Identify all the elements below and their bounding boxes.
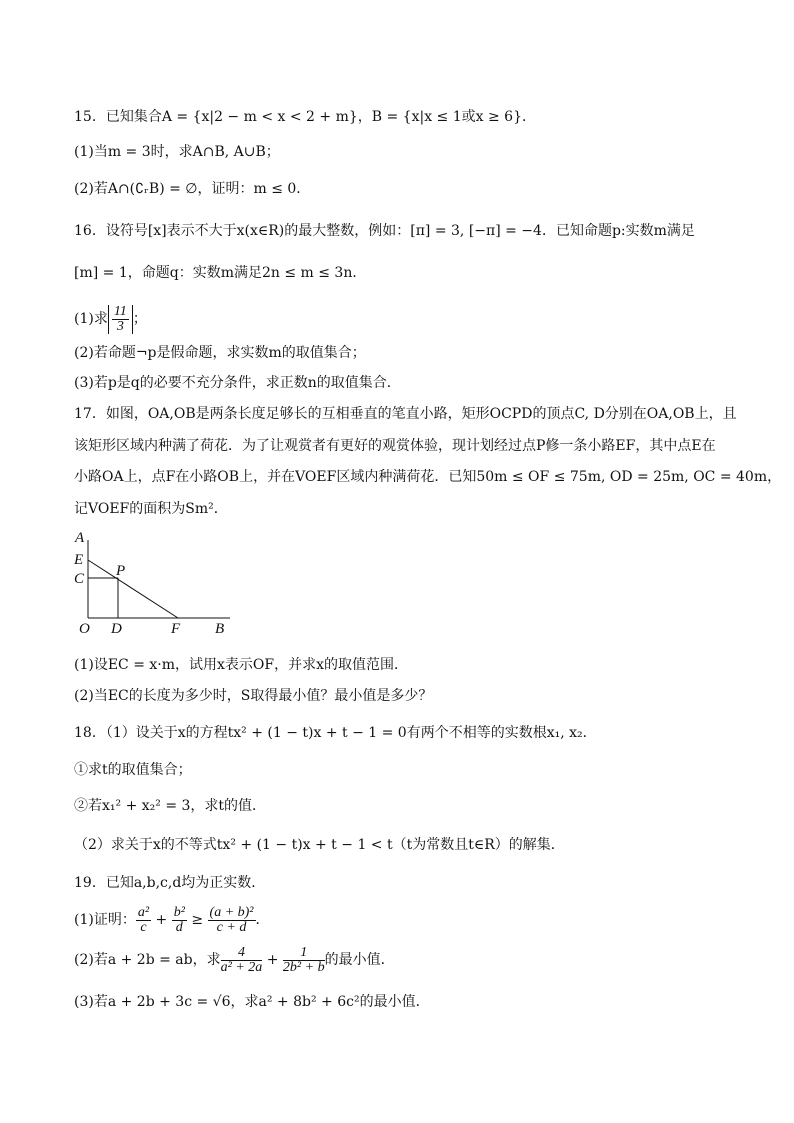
q16-part1-suffix: ； xyxy=(132,311,147,327)
q15-part1: (1)当m = 3时，求A∩B, A∪B； xyxy=(74,144,280,160)
label-p: P xyxy=(116,563,126,579)
fraction-denominator: 2b² + b xyxy=(282,959,325,975)
plus-sign: + xyxy=(262,952,283,968)
label-a: A xyxy=(75,530,85,546)
line-ef xyxy=(88,560,178,618)
q16-part1-prefix: (1)求 xyxy=(74,311,108,327)
q17-figure xyxy=(70,530,240,640)
q16-stem-line1: 16．设符号[x]表示不大于x(x∈R)的最大整数，例如：[π] = 3, [−π] = −4．已知命题p:实数m满足 xyxy=(74,223,695,239)
q18-sub2: ②若x₁² + x₂² = 3，求t的值． xyxy=(74,798,267,814)
q17-line4: 记VOEF的面积为Sm²． xyxy=(74,501,228,517)
fraction-4 xyxy=(221,946,263,975)
fraction-numerator: 11 xyxy=(113,303,127,319)
fraction-numerator: (a + b)² xyxy=(209,904,254,920)
q19-part2 xyxy=(74,942,734,978)
plus-sign: + xyxy=(151,912,172,928)
fraction-numerator: 1 xyxy=(283,946,325,961)
label-o: O xyxy=(79,621,90,637)
q15-stem: 15．已知集合A = {x|2 − m < x < 2 + m}，B = {x|x ≤ 1或x ≥ 6}． xyxy=(74,109,536,125)
q19-stem: 19．已知a,b,c,d均为正实数． xyxy=(74,875,266,891)
fraction-denominator: c xyxy=(140,919,147,935)
q17-line3: 小路OA上，点F在小路OB上，并在VOEF区域内种满荷花．已知50m ≤ OF ≤ 75m, OD = 25m, OC = 40m， xyxy=(74,469,782,485)
fraction-denominator: 3 xyxy=(116,318,124,334)
fraction-numerator: 4 xyxy=(221,946,263,961)
fraction-ab2-cd xyxy=(208,906,256,935)
q17-line2: 该矩形区域内种满了荷花．为了让观赏者有更好的观赏体验，现计划经过点P修一条小路EF，其中点E在 xyxy=(74,438,716,454)
fraction-numerator: b² xyxy=(173,904,185,920)
fraction-11-3 xyxy=(112,305,129,334)
label-f: F xyxy=(171,621,181,637)
fraction-denominator: c + d xyxy=(216,919,247,935)
q19-part3: (3)若a + 2b + 3c = √6，求a² + 8b² + 6c²的最小值． xyxy=(74,994,430,1010)
fraction-b2-d xyxy=(172,906,187,935)
fraction-numerator: a² xyxy=(137,904,150,920)
q19-part1-suffix: ． xyxy=(255,912,270,928)
q18-stem: 18．（1）设关于x的方程tx² + (1 − t)x + t − 1 = 0有两个不相等的实数根x₁, x₂． xyxy=(74,725,597,741)
label-c: C xyxy=(74,571,85,587)
q16-part1 xyxy=(74,302,734,336)
fraction-a2-c xyxy=(136,906,151,935)
label-e: E xyxy=(74,552,84,568)
q17-line1: 17．如图，OA,OB是两条长度足够长的互相垂直的笔直小路，矩形OCPD的顶点C, D分别在OA,OB上，且 xyxy=(74,406,737,422)
q19-part1 xyxy=(74,902,734,938)
q19-part1-prefix: (1)证明： xyxy=(74,912,136,928)
q19-part2-suffix: 的最小值． xyxy=(324,952,395,968)
fraction-denominator: d xyxy=(175,919,183,935)
label-b: B xyxy=(215,621,225,637)
q17-part2: (2)当EC的长度为多少时，S取得最小值？最小值是多少？ xyxy=(74,688,433,704)
q18-sub1: ①求t的取值集合； xyxy=(74,762,192,778)
fraction-1 xyxy=(283,946,325,975)
q16-stem-line2: [m] = 1，命题q：实数m满足2n ≤ m ≤ 3n． xyxy=(74,265,367,281)
geq-sign: ≥ xyxy=(186,912,208,928)
floor-bracket xyxy=(108,305,133,334)
label-d: D xyxy=(111,621,122,637)
q16-part3: (3)若p是q的必要不充分条件，求正数n的取值集合． xyxy=(74,375,401,391)
q19-part2-prefix: (2)若a + 2b = ab，求 xyxy=(74,952,221,968)
q17-part1: (1)设EC = x·m，试用x表示OF，并求x的取值范围． xyxy=(74,657,408,673)
fraction-denominator: a² + 2a xyxy=(220,959,263,975)
q15-part2: (2)若A∩(∁ᵣB) = ∅，证明：m ≤ 0． xyxy=(74,181,311,197)
q16-part2: (2)若命题¬p是假命题，求实数m的取值集合； xyxy=(74,345,366,361)
q18-part2: （2）求关于x的不等式tx² + (1 − t)x + t − 1 < t（t为常数且t∈R）的解集． xyxy=(74,837,565,853)
